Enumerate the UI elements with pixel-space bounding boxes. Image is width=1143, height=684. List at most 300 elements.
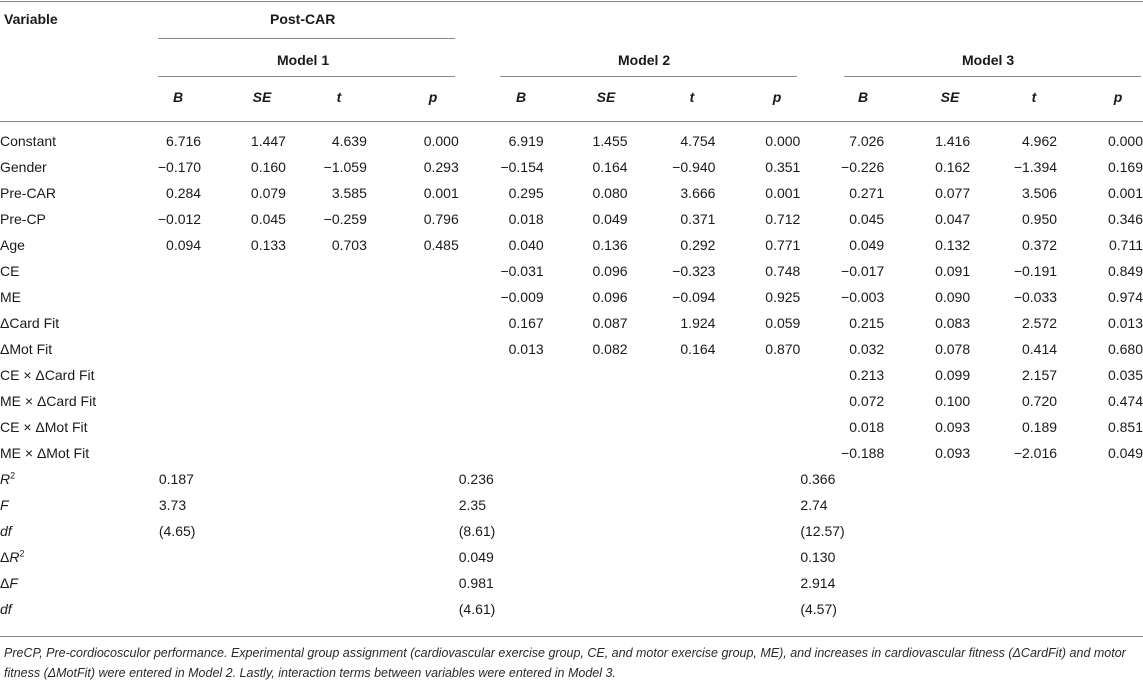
table-row (0, 180, 1143, 206)
cell-m2-b: 0.040 (508, 237, 544, 253)
stats-label (0, 596, 158, 622)
cell-m1-b: 0.094 (166, 237, 202, 253)
cell-m1-p: 0.293 (423, 159, 459, 175)
cell-m1-p: 0.001 (423, 185, 459, 201)
empty-cell (970, 570, 1057, 596)
cell-m3-b: −0.017 (841, 263, 885, 279)
row-label: ME (0, 289, 21, 305)
cell-m1-p (367, 336, 459, 362)
cell-m3-se: 0.083 (935, 315, 971, 331)
cell-m2-se: 1.455 (592, 133, 628, 149)
stats-value-m2: (4.61) (458, 601, 496, 617)
cell-m1-se (201, 310, 286, 336)
cell-m2-se (544, 388, 628, 414)
cell-m3-se: 0.090 (935, 289, 971, 305)
empty-cell (1057, 570, 1143, 596)
subheader-se-model1: SE (252, 89, 272, 105)
cell-m1-b: 6.716 (166, 133, 202, 149)
cell-m3-p: 0.849 (1107, 263, 1143, 279)
cell-m2-t: 0.371 (680, 211, 716, 227)
cell-m3-b: −0.188 (841, 445, 885, 461)
cell-m1-b (158, 362, 201, 388)
cell-m3-b: 7.026 (849, 133, 885, 149)
cell-m1-b (158, 310, 201, 336)
empty-cell (628, 466, 716, 492)
empty-cell (628, 544, 716, 570)
stats-value-m3: (4.57) (800, 601, 837, 617)
cell-m2-se (544, 362, 628, 388)
empty-cell (286, 492, 367, 518)
cell-m3-b: 0.271 (849, 185, 885, 201)
top-rule (0, 1, 1143, 2)
cell-m3-b: −0.226 (841, 159, 885, 175)
cell-m3-se: 0.093 (935, 419, 971, 435)
cell-m3-p: 0.346 (1107, 211, 1143, 227)
stats-row (0, 518, 1143, 544)
cell-m2-b: 0.295 (508, 185, 544, 201)
cell-m1-t: −1.059 (323, 159, 367, 175)
table-row (0, 362, 1143, 388)
table-row (0, 206, 1143, 232)
table-footnote: PreCP, Pre-cordiocosculor performance. Experimental group assignment (cardiovascular exercise group, CE, and motor exercise group, ME), and increases in cardiovascular fitness (ΔCardFit) and motor fitness (ΔMotFit) were entered in Model 2. Lastly, interaction terms between variables were entered in Model 3. (4, 646, 1126, 680)
cell-m2-b: 0.018 (508, 211, 544, 227)
stats-label-sup: 2 (19, 548, 25, 559)
empty-cell (286, 570, 367, 596)
stats-value-m2: 0.236 (458, 471, 494, 487)
empty-cell (286, 518, 367, 544)
cell-m1-se (201, 336, 286, 362)
cell-m1-t (286, 362, 367, 388)
cell-m2-b: 6.919 (508, 133, 544, 149)
cell-m2-p: 0.870 (765, 341, 801, 357)
empty-cell (715, 492, 800, 518)
empty-cell (286, 596, 367, 622)
row-label: CE (0, 263, 20, 279)
cell-m2-b (459, 388, 544, 414)
empty-cell (367, 492, 459, 518)
cell-m2-p (715, 362, 800, 388)
cell-m1-t (286, 284, 367, 310)
cell-m1-b (158, 284, 201, 310)
empty-cell (367, 466, 459, 492)
empty-cell (201, 492, 286, 518)
stats-row (0, 492, 1143, 518)
empty-cell (884, 570, 970, 596)
subheader-t-model1: t (336, 89, 342, 105)
cell-m2-b (459, 414, 544, 440)
cell-m2-p: 0.000 (765, 133, 801, 149)
stats-value-m2: (8.61) (458, 523, 496, 539)
cell-m2-se: 0.136 (592, 237, 628, 253)
cell-m3-t: 2.572 (1021, 315, 1058, 331)
cell-m2-se: 0.080 (592, 185, 628, 201)
cell-m1-p (367, 284, 459, 310)
cell-m3-t: −2.016 (1013, 445, 1058, 461)
cell-m1-se: 0.079 (250, 185, 286, 201)
empty-cell (970, 518, 1057, 544)
subheader-se-model3: SE (940, 89, 960, 105)
cell-m2-t: −0.940 (672, 159, 716, 175)
cell-m3-p: 0.169 (1107, 159, 1143, 175)
subheader-t-model2: t (689, 89, 695, 105)
stats-label (0, 544, 158, 570)
table-row (0, 440, 1143, 466)
cell-m2-p: 0.351 (765, 159, 801, 175)
stats-value-m1 (158, 596, 201, 622)
cell-m1-t (286, 440, 367, 466)
cell-m3-se: 0.077 (935, 185, 971, 201)
post-car-span-line (158, 38, 455, 39)
stats-label (0, 518, 158, 544)
cell-m3-t: 0.414 (1021, 341, 1058, 357)
cell-m2-t: 3.666 (680, 185, 716, 201)
stats-value-m3: 2.74 (800, 497, 828, 513)
stats-label-main: R (0, 471, 11, 487)
stats-value-m3: 0.366 (800, 471, 836, 487)
cell-m1-se (201, 440, 286, 466)
cell-m3-se: 0.162 (935, 159, 971, 175)
stats-label-main: F (0, 497, 9, 513)
cell-m2-b (459, 362, 544, 388)
cell-m2-t: −0.323 (672, 263, 716, 279)
cell-m2-t: 0.292 (680, 237, 716, 253)
row-label: Pre-CAR (0, 185, 57, 201)
cell-m3-se: 0.132 (935, 237, 971, 253)
cell-m3-p: 0.049 (1107, 445, 1143, 461)
cell-m2-p: 0.771 (765, 237, 801, 253)
cell-m1-se (201, 414, 286, 440)
empty-cell (628, 570, 716, 596)
empty-cell (970, 492, 1057, 518)
stats-label-sup: 2 (10, 470, 16, 481)
cell-m2-t (628, 362, 716, 388)
cell-m3-se: 0.093 (935, 445, 971, 461)
stats-value-m2: 2.35 (458, 497, 486, 513)
empty-cell (970, 596, 1057, 622)
table-row (0, 128, 1143, 154)
model3-span-line (844, 76, 1141, 77)
cell-m3-b: 0.018 (849, 419, 885, 435)
empty-cell (970, 466, 1057, 492)
row-label: ME × ΔCard Fit (0, 393, 97, 409)
cell-m1-p (367, 362, 459, 388)
cell-m1-b (158, 336, 201, 362)
empty-cell (544, 466, 628, 492)
cell-m1-se: 0.045 (250, 211, 286, 227)
cell-m2-se: 0.082 (592, 341, 628, 357)
cell-m3-se: 0.047 (935, 211, 971, 227)
cell-m1-p (367, 310, 459, 336)
empty-cell (970, 544, 1057, 570)
stats-label-prefix: Δ (0, 549, 10, 565)
model1-span-line (158, 76, 455, 77)
subheader-b-model3: B (857, 89, 869, 105)
stats-value-m3: (12.57) (800, 523, 845, 539)
cell-m2-t: 4.754 (680, 133, 716, 149)
cell-m3-p: 0.013 (1107, 315, 1143, 331)
cell-m3-b: 0.215 (849, 315, 885, 331)
stats-value-m3: 0.130 (800, 549, 836, 565)
cell-m3-b: 0.049 (849, 237, 885, 253)
stats-label (0, 492, 158, 518)
row-label: CE × ΔCard Fit (0, 367, 95, 383)
cell-m1-t (286, 414, 367, 440)
empty-cell (544, 518, 628, 544)
empty-cell (201, 570, 286, 596)
stats-row (0, 544, 1143, 570)
cell-m3-se: 0.091 (935, 263, 971, 279)
cell-m1-t: 4.639 (331, 133, 367, 149)
model2-span-line (500, 76, 797, 77)
cell-m3-b: 0.032 (849, 341, 885, 357)
cell-m3-t: 0.950 (1021, 211, 1058, 227)
cell-m1-b: −0.170 (157, 159, 202, 175)
row-label: ΔMot Fit (0, 341, 53, 357)
cell-m2-b: −0.154 (500, 159, 544, 175)
empty-cell (884, 544, 970, 570)
variable-header: Variable (4, 11, 58, 27)
cell-m1-se: 0.160 (250, 159, 286, 175)
header-bottom-rule (0, 121, 1143, 122)
stats-value-m2: 0.049 (458, 549, 494, 565)
model2-header: Model 2 (618, 52, 671, 68)
cell-m3-se: 0.078 (935, 341, 971, 357)
stats-value-m1: 0.187 (158, 471, 194, 487)
row-label: Constant (0, 133, 57, 149)
subheader-b-model1: B (172, 89, 184, 105)
cell-m3-t: 2.157 (1021, 367, 1058, 383)
stats-label-main: F (9, 575, 18, 591)
empty-cell (715, 570, 800, 596)
cell-m3-t: 3.506 (1021, 185, 1058, 201)
stats-label (0, 466, 158, 492)
cell-m2-se: 0.049 (592, 211, 628, 227)
empty-cell (367, 570, 459, 596)
cell-m2-p: 0.748 (765, 263, 801, 279)
cell-m2-t: 1.924 (680, 315, 716, 331)
cell-m3-p: 0.680 (1107, 341, 1143, 357)
cell-m1-p (367, 440, 459, 466)
cell-m1-b: 0.284 (166, 185, 202, 201)
empty-cell (884, 492, 970, 518)
cell-m1-p (367, 414, 459, 440)
cell-m1-b (158, 414, 201, 440)
cell-m3-t: 0.720 (1021, 393, 1058, 409)
empty-cell (544, 544, 628, 570)
empty-cell (544, 570, 628, 596)
subheader-p-model3: p (1113, 89, 1123, 105)
cell-m3-b: 0.072 (849, 393, 885, 409)
cell-m1-b (158, 258, 201, 284)
model1-header: Model 1 (277, 52, 330, 68)
stats-value-m1 (158, 544, 201, 570)
cell-m1-t (286, 388, 367, 414)
table-row (0, 336, 1143, 362)
cell-m2-p (715, 440, 800, 466)
empty-cell (1057, 596, 1143, 622)
stats-row (0, 596, 1143, 622)
empty-cell (628, 596, 716, 622)
row-label: ΔCard Fit (0, 315, 60, 331)
cell-m3-t: −1.394 (1013, 159, 1058, 175)
cell-m2-se: 0.164 (592, 159, 628, 175)
cell-m3-p: 0.035 (1107, 367, 1143, 383)
cell-m2-se: 0.096 (592, 289, 628, 305)
row-label: Gender (0, 159, 47, 175)
cell-m2-se: 0.087 (592, 315, 628, 331)
subheader-se-model2: SE (596, 89, 616, 105)
empty-cell (1057, 492, 1143, 518)
cell-m1-p (367, 388, 459, 414)
stats-label-prefix: Δ (0, 575, 10, 591)
stats-label-main: df (0, 523, 12, 539)
model3-header: Model 3 (962, 52, 1015, 68)
table-row (0, 310, 1143, 336)
cell-m1-se (201, 362, 286, 388)
stats-row (0, 570, 1143, 596)
stats-row (0, 466, 1143, 492)
table-row (0, 232, 1143, 258)
empty-cell (884, 466, 970, 492)
cell-m1-t: −0.259 (323, 211, 367, 227)
empty-cell (715, 466, 800, 492)
cell-m1-b: −0.012 (157, 211, 202, 227)
cell-m1-b (158, 440, 201, 466)
cell-m2-b (459, 440, 544, 466)
empty-cell (715, 596, 800, 622)
cell-m1-se: 1.447 (250, 133, 286, 149)
cell-m2-t: −0.094 (672, 289, 716, 305)
cell-m2-t (628, 440, 716, 466)
cell-m2-t (628, 388, 716, 414)
empty-cell (367, 544, 459, 570)
cell-m2-t: 0.164 (680, 341, 716, 357)
table-row (0, 388, 1143, 414)
empty-cell (201, 596, 286, 622)
cell-m2-b: −0.031 (500, 263, 544, 279)
cell-m3-p: 0.001 (1107, 185, 1143, 201)
cell-m2-p: 0.059 (765, 315, 801, 331)
cell-m3-t: −0.191 (1013, 263, 1058, 279)
subheader-b-model2: B (515, 89, 527, 105)
stats-value-m2: 0.981 (458, 575, 494, 591)
cell-m1-t: 3.585 (331, 185, 367, 201)
empty-cell (628, 518, 716, 544)
results-table (0, 128, 1143, 622)
subheader-t-model3: t (1031, 89, 1037, 105)
cell-m2-p (715, 388, 800, 414)
bottom-rule (0, 636, 1143, 637)
cell-m3-se: 0.099 (935, 367, 971, 383)
empty-cell (1057, 544, 1143, 570)
empty-cell (201, 544, 286, 570)
cell-m3-p: 0.000 (1107, 133, 1143, 149)
empty-cell (715, 544, 800, 570)
stats-label-main: df (0, 601, 12, 617)
row-label: Pre-CP (0, 211, 46, 227)
empty-cell (1057, 466, 1143, 492)
cell-m2-t (628, 414, 716, 440)
empty-cell (367, 518, 459, 544)
empty-cell (884, 596, 970, 622)
table-row (0, 258, 1143, 284)
empty-cell (367, 596, 459, 622)
empty-cell (201, 518, 286, 544)
row-label: ME × ΔMot Fit (0, 445, 90, 461)
empty-cell (201, 466, 286, 492)
stats-value-m1: (4.65) (158, 523, 196, 539)
cell-m1-se (201, 388, 286, 414)
post-car-header: Post-CAR (270, 11, 336, 27)
cell-m3-p: 0.851 (1107, 419, 1143, 435)
stats-label (0, 570, 158, 596)
cell-m3-b: 0.213 (849, 367, 885, 383)
cell-m3-p: 0.474 (1107, 393, 1143, 409)
empty-cell (286, 466, 367, 492)
cell-m1-se (201, 284, 286, 310)
cell-m1-b (158, 388, 201, 414)
cell-m2-se: 0.096 (592, 263, 628, 279)
cell-m1-t (286, 310, 367, 336)
subheader-p-model1: p (428, 89, 438, 105)
cell-m2-p (715, 414, 800, 440)
empty-cell (286, 544, 367, 570)
empty-cell (544, 492, 628, 518)
cell-m3-t: 0.372 (1021, 237, 1058, 253)
cell-m2-se (544, 440, 628, 466)
cell-m2-p: 0.925 (765, 289, 801, 305)
cell-m3-t: 0.189 (1021, 419, 1058, 435)
cell-m1-p: 0.796 (423, 211, 459, 227)
table-row (0, 414, 1143, 440)
cell-m1-t (286, 258, 367, 284)
cell-m2-b: −0.009 (500, 289, 544, 305)
stats-value-m3: 2.914 (800, 575, 836, 591)
empty-cell (715, 518, 800, 544)
empty-cell (628, 492, 716, 518)
cell-m3-b: 0.045 (849, 211, 885, 227)
cell-m2-p: 0.712 (765, 211, 801, 227)
cell-m1-p: 0.485 (423, 237, 459, 253)
cell-m1-se: 0.133 (250, 237, 286, 253)
cell-m3-p: 0.974 (1107, 289, 1143, 305)
table-row (0, 154, 1143, 180)
stats-label-main: R (9, 549, 20, 565)
cell-m2-b: 0.167 (508, 315, 544, 331)
subheader-p-model2: p (772, 89, 782, 105)
empty-cell (884, 518, 970, 544)
cell-m2-se (544, 414, 628, 440)
cell-m1-p (367, 258, 459, 284)
cell-m2-p: 0.001 (765, 185, 801, 201)
cell-m1-se (201, 258, 286, 284)
empty-cell (544, 596, 628, 622)
cell-m3-se: 1.416 (935, 133, 971, 149)
stats-value-m1 (158, 570, 201, 596)
cell-m1-p: 0.000 (423, 133, 459, 149)
cell-m3-b: −0.003 (841, 289, 885, 305)
table-row (0, 284, 1143, 310)
cell-m3-t: 4.962 (1021, 133, 1058, 149)
cell-m1-t: 0.703 (331, 237, 367, 253)
cell-m2-b: 0.013 (508, 341, 544, 357)
empty-cell (1057, 518, 1143, 544)
cell-m3-p: 0.711 (1109, 237, 1143, 253)
stats-value-m1: 3.73 (158, 497, 187, 513)
cell-m3-t: −0.033 (1013, 289, 1058, 305)
row-label: Age (0, 237, 25, 253)
cell-m3-se: 0.100 (935, 393, 971, 409)
